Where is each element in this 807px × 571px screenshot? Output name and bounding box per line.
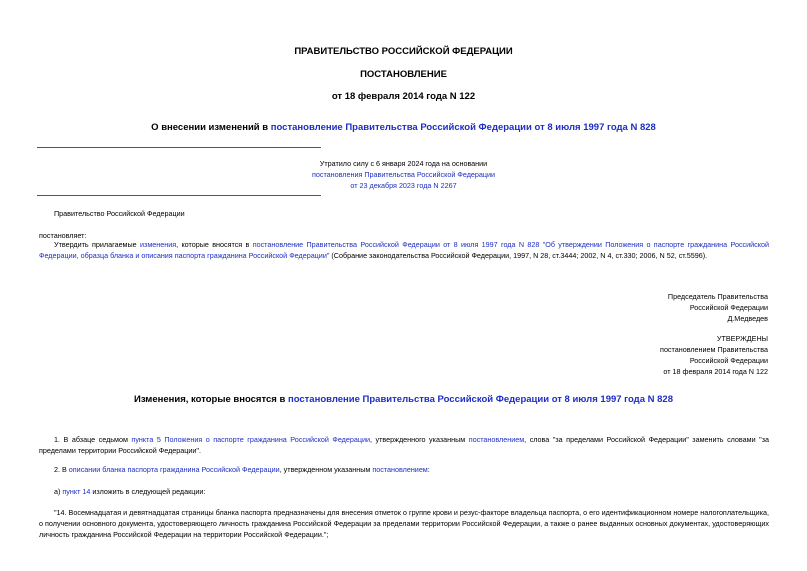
- issuer-text: Правительство Российской Федерации: [54, 209, 185, 218]
- item2-text-3: :: [427, 465, 430, 474]
- item1-text-1: 1. В абзаце седьмом: [54, 435, 132, 444]
- status-note-line1: Утратило силу с 6 января 2024 года на основании: [319, 159, 488, 168]
- signature-position-line2: Российской Федерации: [689, 303, 768, 312]
- approved-line1: УТВЕРЖДЕНЫ: [716, 334, 768, 343]
- item2-text-1: 2. В: [54, 465, 69, 474]
- divider-bottom: [37, 195, 321, 196]
- approved-line3: Российской Федерации: [689, 356, 768, 365]
- item2a-text-1: а): [54, 487, 63, 496]
- item2a-text-2: изложить в следующей редакции:: [90, 487, 206, 496]
- approve-paragraph: [39, 239, 769, 261]
- approve-link-resolution[interactable]: постановление Правительства Российской Федерации от 8 июля 1997 года N 828 "Об утверждении Положения о паспорте гражданина Российской Федерации, образца бланка и описания паспорта гражданина Российской Федерации": [39, 240, 769, 260]
- item1-link-resolution[interactable]: постановлением: [468, 435, 525, 444]
- changes-title-link[interactable]: постановление Правительства Российской Федерации от 8 июля 1997 года N 828: [287, 394, 673, 405]
- item1-text-2: , утвержденного указанным: [370, 435, 469, 444]
- signature-name: Д.Медведев: [727, 314, 768, 323]
- approve-text-1: Утвердить прилагаемые: [54, 240, 141, 249]
- changes-title: [0, 394, 807, 405]
- approved-block: [500, 333, 768, 377]
- status-note: [210, 158, 597, 191]
- approve-text-3: (Собрание законодательства Российской Федерации, 1997, N 28, ст.3444; 2002, N 4, ст.330; 2006, N 52, ст.5596).: [329, 251, 708, 260]
- signature-position-line1: Председатель Правительства: [667, 292, 768, 301]
- document-title-link[interactable]: постановление Правительства Российской Федерации от 8 июля 1997 года N 828: [270, 122, 656, 133]
- decides-text: постановляет:: [39, 231, 87, 240]
- status-note-link-line2[interactable]: постановления Правительства Российской Федерации: [311, 170, 496, 179]
- divider-top: [37, 147, 321, 148]
- change-item-1: [39, 434, 769, 456]
- change-item-2: [39, 464, 769, 475]
- document-title-prefix: О внесении изменений в: [151, 122, 271, 133]
- changes-title-prefix: Изменения, которые вносятся в: [133, 394, 288, 405]
- document-title: [0, 122, 807, 133]
- approve-link-changes[interactable]: изменения: [140, 240, 177, 249]
- item2-link-resolution[interactable]: постановлением: [372, 465, 428, 474]
- item2-text-2: , утвержденном указанным: [279, 465, 373, 474]
- government-heading: ПРАВИТЕЛЬСТВО РОССИЙСКОЙ ФЕДЕРАЦИИ: [294, 46, 513, 57]
- doc-type-heading: ПОСТАНОВЛЕНИЕ: [360, 69, 447, 80]
- item1-link-clause5[interactable]: пункта 5 Положения о паспорте гражданина Российской Федерации: [131, 435, 370, 444]
- approved-line4: от 18 февраля 2014 года N 122: [663, 367, 768, 376]
- approve-text-2: , которые вносятся в: [176, 240, 253, 249]
- clause-14-quote: "14. Восемнадцатая и девятнадцатая страницы бланка паспорта предназначены для внесения отметок о группе крови и резус-факторе владельца паспорта, о его идентификационном номере налогоплательщика, о получении основного документа, удостоверяющего личность гражданина Российской Федерации за пределами территории Российской Федерации, а также о ранее выданных основных документах, удостоверяющих личность гражданина Российской Федерации на территории Российской Федерации.";: [39, 508, 769, 539]
- change-item-2a: [39, 486, 769, 497]
- signature-block: [500, 291, 768, 324]
- item2a-link-clause14[interactable]: пункт 14: [62, 487, 91, 496]
- approved-line2: постановлением Правительства: [660, 345, 768, 354]
- item2-link-description[interactable]: описании бланка паспорта гражданина Российской Федерации: [68, 465, 280, 474]
- date-number-heading: от 18 февраля 2014 года N 122: [331, 91, 476, 102]
- item1-text-3: , слова "за пределами Российской Федерации" заменить словами "за пределами территории Российской Федерации".: [39, 435, 769, 455]
- status-note-link-line3[interactable]: от 23 декабря 2023 года N 2267: [350, 181, 457, 190]
